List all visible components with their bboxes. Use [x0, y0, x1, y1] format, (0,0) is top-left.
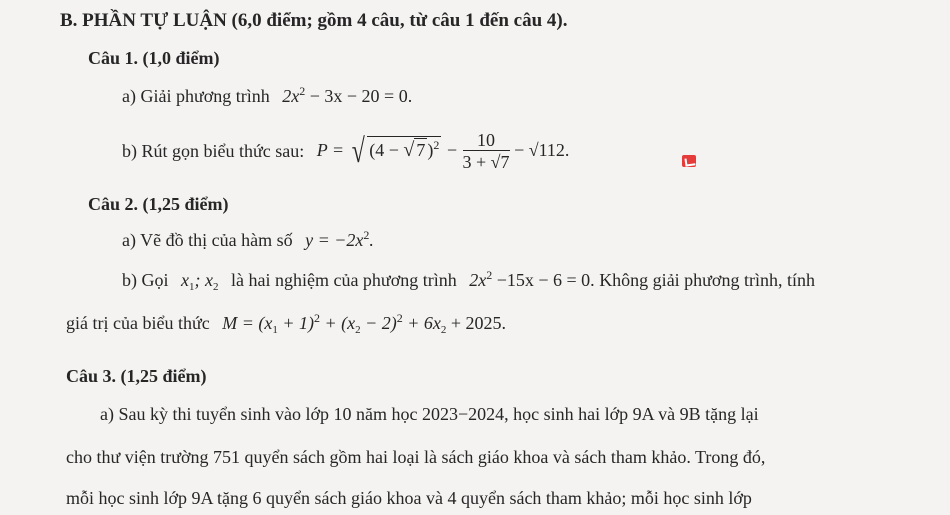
- q3-line-3: mỗi học sinh lớp 9A tặng 6 quyển sách giáo khoa và 4 quyển sách tham khảo; mỗi học sinh lớp: [66, 488, 752, 508]
- q1-b-expression: P = √ (4 − √ 7 )$^2$ − $\frac{10}{3 + √7}$ − √112.: [316, 130, 570, 172]
- q2-b-expression: $M = (x_1 + 1)^2 + (x_2 - 2)^2 + 6x_2 + 2025$.: [222, 311, 507, 336]
- q1-title: Câu 1. (1,0 điểm): [88, 48, 220, 68]
- q3-line-1: a) Sau kỳ thi tuyển sinh vào lớp 10 năm học 2023−2024, học sinh hai lớp 9A và 9B tặng lại: [100, 404, 759, 424]
- q2-title: Câu 2. (1,25 điểm): [88, 194, 229, 214]
- q2-b-equation: $2x^2 -15x - 6 = 0$.: [469, 268, 595, 290]
- q2-b-tail: Không giải phương trình, tính: [599, 270, 815, 290]
- q1-a: [122, 86, 412, 107]
- q2-b-line2-text: giá trị của biểu thức: [66, 313, 210, 333]
- q2-a-text: a) Vẽ đồ thị của hàm số: [122, 230, 293, 250]
- check-mark-icon: [682, 155, 696, 167]
- q1-b-fraction: $\frac{10}{3 + √7}$: [462, 130, 510, 172]
- q2-b-line2: [66, 313, 506, 334]
- q1-a-equation: $2x^2 - 3x - 20 = 0$.: [282, 84, 413, 106]
- q2-b: [122, 270, 815, 291]
- q2-b-roots: $x_1$; $x_2$: [181, 270, 219, 293]
- q2-a-function: $y = -2x^2$.: [305, 228, 374, 250]
- q1-a-text: a) Giải phương trình: [122, 86, 270, 106]
- q3-line-2: cho thư viện trường 751 quyển sách gồm hai loại là sách giáo khoa và sách tham khảo. Trong đó,: [66, 447, 766, 467]
- q2-a: [122, 230, 374, 251]
- section-title: B. PHẦN TỰ LUẬN (6,0 điểm; gồm 4 câu, từ câu 1 đến câu 4).: [60, 10, 568, 31]
- q1-b: [122, 130, 569, 174]
- q1-b-text: b) Rút gọn biểu thức sau:: [122, 141, 305, 161]
- q2-b-text: b) Gọi: [122, 270, 169, 290]
- q2-b-mid: là hai nghiệm của phương trình: [230, 270, 457, 290]
- q3-title: Câu 3. (1,25 điểm): [66, 366, 207, 386]
